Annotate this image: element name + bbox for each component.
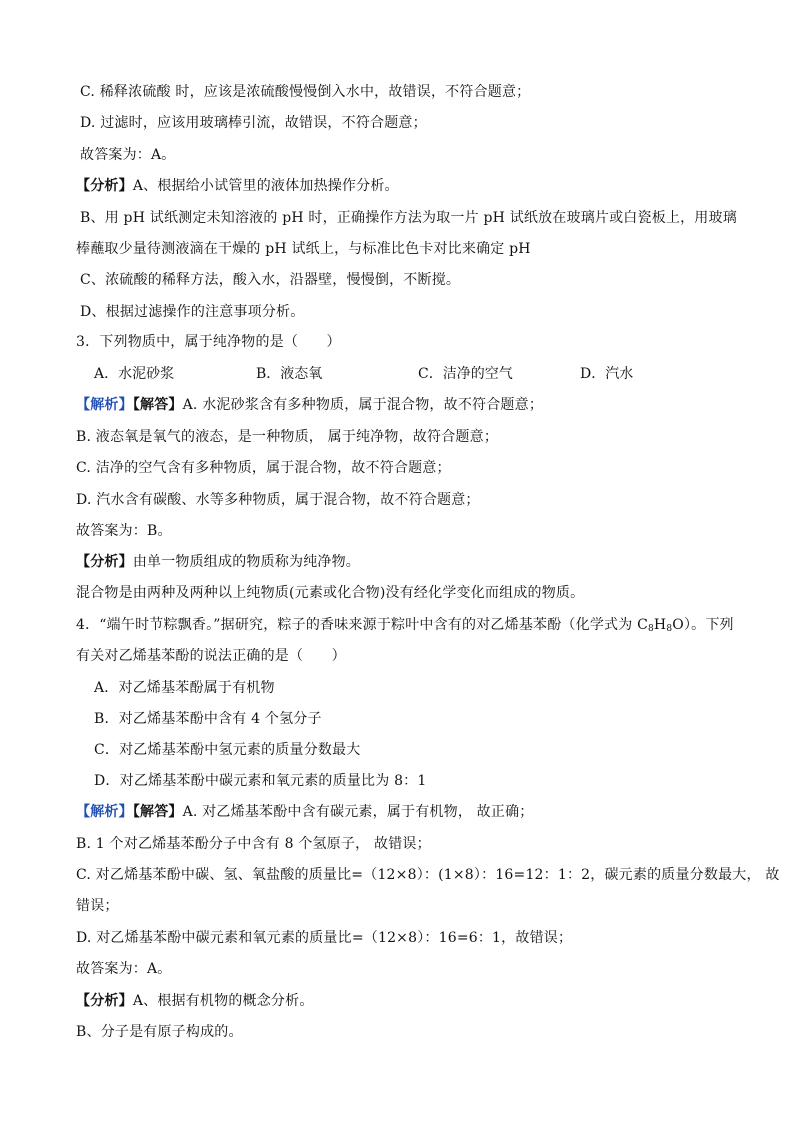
text-line: B、用 pH 试纸测定未知溶液的 pH 时，正确操作方法为取一片 pH 试纸放在玻璃片或白瓷板上，用玻璃	[80, 210, 737, 226]
analysis-text: A、根据有机物的概念分析。	[132, 993, 314, 1009]
solution-line	[76, 395, 543, 415]
jiexi-tag: 【解析】	[76, 804, 133, 820]
analysis-tag: 【分析】	[76, 993, 133, 1009]
solution-line	[76, 802, 534, 822]
jieda-tag: 【解答】	[132, 397, 183, 413]
option-c: C．洁净的空气	[418, 366, 513, 382]
solution-line: C. 洁净的空气含有多种物质，属于混合物，故不符合题意；	[76, 460, 451, 476]
stem-text: O）。下列	[672, 617, 734, 633]
jieda-tag: 【解答】	[132, 804, 183, 820]
solution-line: D. 对乙烯基苯酚中碳元素和氧元素的质量比=（12×8）：16=6：1，故错误；	[76, 930, 573, 946]
question-4-stem: 有关对乙烯基苯酚的说法正确的是（ ）	[76, 648, 346, 664]
text-line: C、浓硫酸的稀释方法，酸入水，沿器壁，慢慢倒，不断搅。	[80, 272, 461, 288]
analysis-text: A、根据给小试管里的液体加热操作分析。	[132, 178, 399, 194]
text-line: B、分子是有原子构成的。	[76, 1024, 243, 1040]
text-line: C. 稀释浓硫酸 时，应该是浓硫酸慢慢倒入水中，故错误，不符合题意；	[80, 84, 531, 100]
analysis-tag: 【分析】	[76, 554, 133, 570]
option-b: B．液态氧	[256, 366, 323, 382]
text-line: D、根据过滤操作的注意事项分析。	[80, 304, 305, 320]
solution-line: 错误；	[76, 898, 119, 914]
question-3-stem: 3．下列物质中，属于纯净物的是（ ）	[76, 334, 341, 350]
subscript: 8	[666, 624, 673, 634]
solution-text: A. 水泥砂浆含有多种物质，属于混合物，故不符合题意；	[182, 397, 544, 413]
text-line: 棒蘸取少量待测液滴在干燥的 pH 试纸上，与标准比色卡对比来确定 pH	[76, 241, 531, 257]
solution-line: B. 1 个对乙烯基苯酚分子中含有 8 个氢原子， 故错误；	[76, 836, 431, 852]
text-line: 混合物是由两种及两种以上纯物质(元素或化合物)没有经化学变化而组成的物质。	[76, 585, 585, 601]
answer-line: 故答案为：A。	[76, 961, 172, 977]
text-line: 故答案为：A。	[80, 147, 176, 163]
solution-line: D. 汽水含有碳酸、水等多种物质，属于混合物，故不符合题意；	[76, 492, 480, 508]
option-d: D．对乙烯基苯酚中碳元素和氧元素的质量比为 8：1	[94, 773, 427, 789]
text-line: D. 过滤时，应该用玻璃棒引流，故错误，不符合题意；	[80, 115, 427, 131]
question-4-stem	[76, 615, 734, 639]
stem-text: 4．“端午时节粽飘香。”据研究，粽子的香味来源于粽叶中含有的对乙烯基苯酚（化学式为 C	[76, 617, 648, 633]
answer-line: 故答案为：B。	[76, 523, 172, 539]
option-d: D．汽水	[580, 366, 634, 382]
solution-line: B. 液态氧是氧气的液态，是一种物质， 属于纯净物，故符合题意；	[76, 429, 499, 445]
analysis-line	[76, 991, 314, 1011]
jiexi-tag: 【解析】	[76, 397, 133, 413]
analysis-line	[76, 552, 360, 572]
question-3-options	[94, 364, 754, 384]
solution-text: A. 对乙烯基苯酚中含有碳元素，属于有机物， 故正确；	[182, 804, 534, 820]
solution-line: C. 对乙烯基苯酚中碳、氢、氧盐酸的质量比=（12×8）：(1×8）：16=12：1：2，碳元素的质量分数最大， 故	[76, 867, 780, 883]
analysis-text: 由单一物质组成的物质称为纯净物。	[132, 554, 361, 570]
option-a: A．对乙烯基苯酚属于有机物	[94, 680, 275, 696]
option-b: B．对乙烯基苯酚中含有 4 个氢分子	[94, 711, 322, 727]
analysis-tag: 【分析】	[76, 178, 133, 194]
option-c: C．对乙烯基苯酚中氢元素的质量分数最大	[94, 742, 361, 758]
stem-text: H	[653, 617, 667, 633]
subscript: 8	[647, 624, 654, 634]
analysis-line	[76, 176, 399, 196]
option-a: A．水泥砂浆	[94, 366, 175, 382]
